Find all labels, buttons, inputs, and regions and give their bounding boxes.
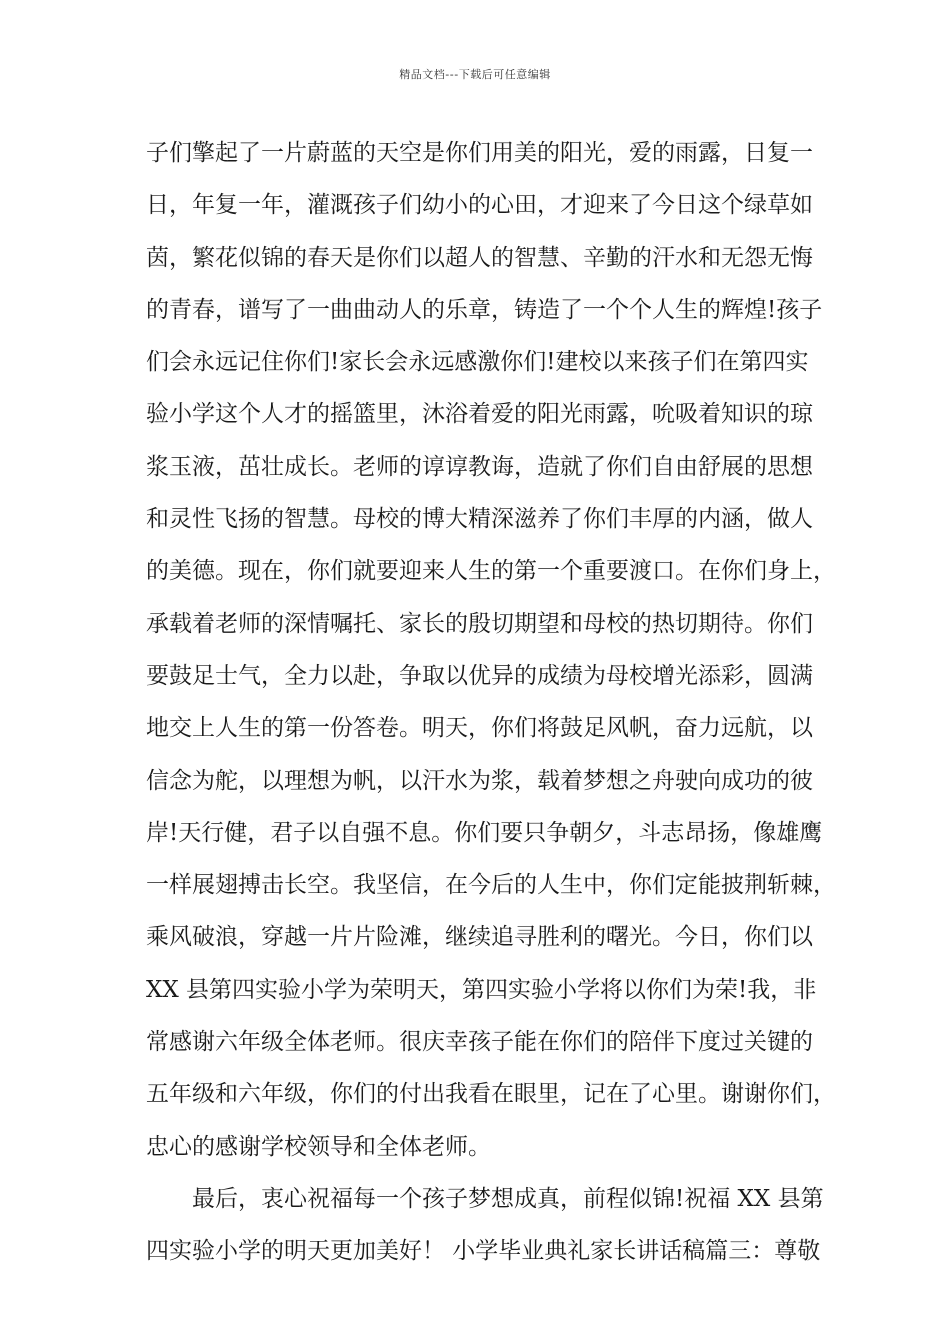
paragraph-line: 地交上人生的第一份答卷。明天，你们将鼓足风帆，奋力远航，以 [146, 715, 813, 742]
paragraph-line: 验小学这个人才的摇篮里，沐浴着爱的阳光雨露，吮吸着知识的琼 [146, 401, 813, 428]
paragraph-line: 常感谢六年级全体老师。很庆幸孩子能在你们的陪伴下度过关键的 [146, 1029, 813, 1056]
paragraph-line: 岸!天行健，君子以自强不息。你们要只争朝夕，斗志昂扬，像雄鹰 [146, 819, 823, 846]
paragraph-line: 四实验小学的明天更加美好！ 小学毕业典礼家长讲话稿篇三：尊敬 [146, 1238, 821, 1265]
paragraph-line: 浆玉液，茁壮成长。老师的谆谆教诲，造就了你们自由舒展的思想 [146, 453, 813, 480]
paragraph-line: 的青春，谱写了一曲曲动人的乐章，铸造了一个个人生的辉煌!孩子 [146, 296, 823, 323]
paragraph-line: 子们擎起了一片蔚蓝的天空是你们用美的阳光，爱的雨露，日复一 [146, 140, 813, 166]
paragraph-line: 日，年复一年，灌溉孩子们幼小的心田，才迎来了今日这个绿草如 [146, 192, 813, 219]
paragraph-line: 的美德。现在，你们就要迎来人生的第一个重要渡口。在你们身上， [146, 558, 836, 585]
paragraph-line: 们会永远记住你们!家长会永远感激你们!建校以来孩子们在第四实 [146, 349, 809, 376]
paragraph-line: 五年级和六年级，你们的付出我看在眼里，记在了心里。谢谢你们， [146, 1081, 836, 1108]
paragraph-line: XX 县第四实验小学为荣明天，第四实验小学将以你们为荣!我，非 [146, 976, 817, 1003]
page-header: 精品文档---下载后可任意编辑 [399, 68, 551, 81]
paragraph-line: 要鼓足士气，全力以赴，争取以优异的成绩为母校增光添彩，圆满 [146, 662, 813, 689]
paragraph-line: 一样展翅搏击长空。我坚信，在今后的人生中，你们定能披荆斩棘， [146, 872, 836, 899]
paragraph-line: 承载着老师的深情嘱托、家长的殷切期望和母校的热切期待。你们 [146, 610, 813, 637]
paragraph-line: 茵，繁花似锦的春天是你们以超人的智慧、辛勤的汗水和无怨无悔 [146, 244, 813, 271]
document-body [146, 127, 836, 1278]
paragraph-line: 最后，衷心祝福每一个孩子梦想成真，前程似锦!祝福 XX 县第 [192, 1185, 824, 1212]
paragraph-line: 和灵性飞扬的智慧。母校的博大精深滋养了你们丰厚的内涵，做人 [146, 506, 813, 533]
paragraph-line: 乘风破浪，穿越一片片险滩，继续追寻胜利的曙光。今日，你们以 [146, 924, 813, 951]
paragraph-line: 信念为舵，以理想为帆，以汗水为浆，载着梦想之舟驶向成功的彼 [146, 767, 813, 794]
paragraph-line: 忠心的感谢学校领导和全体老师。 [146, 1133, 491, 1160]
